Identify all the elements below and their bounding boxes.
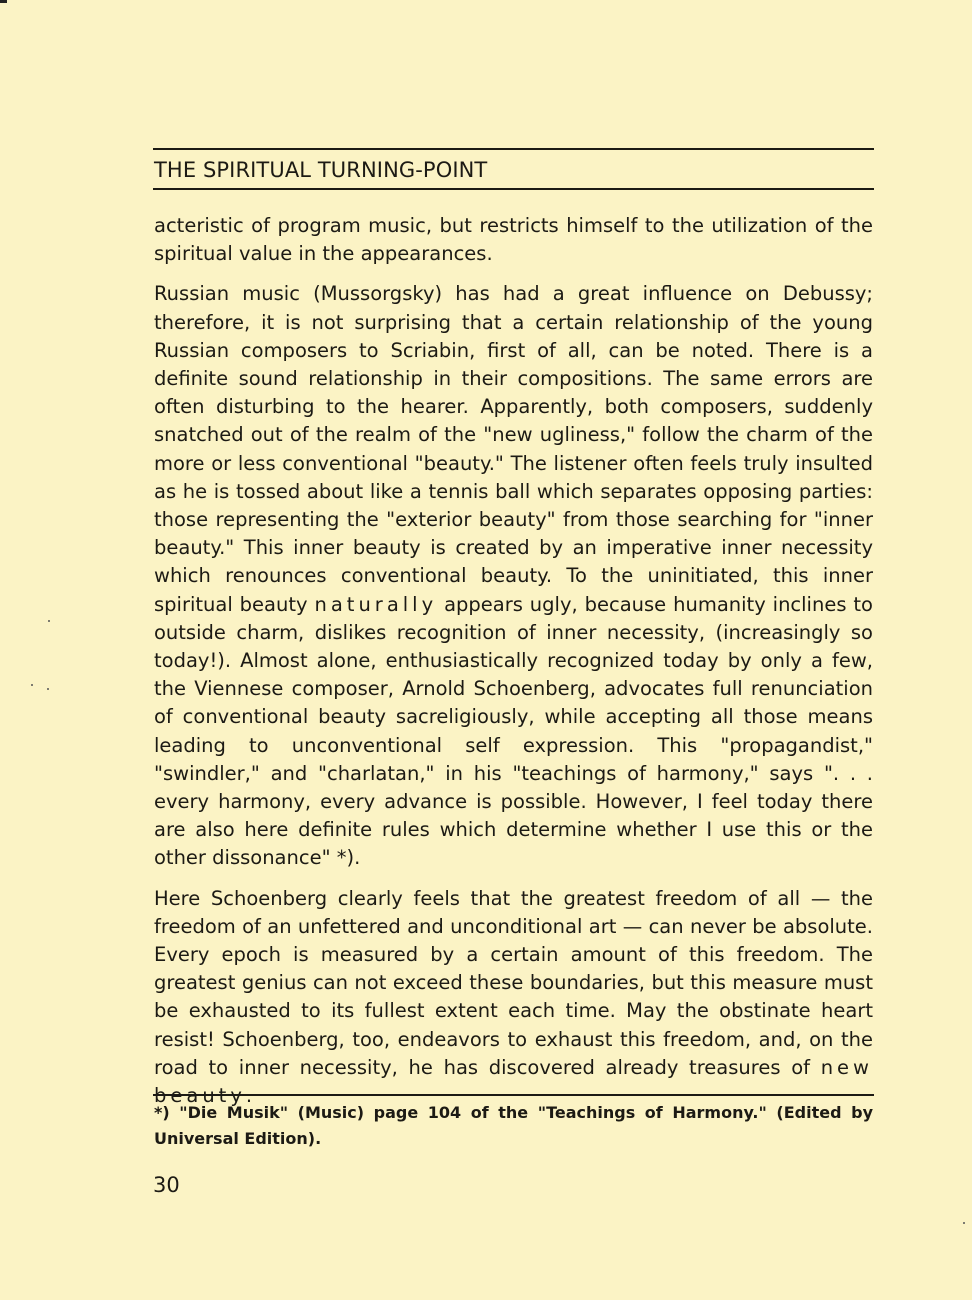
paragraph	[154, 280, 873, 872]
footnote-divider	[153, 1094, 874, 1096]
scan-speck	[31, 684, 33, 686]
paragraph	[154, 885, 873, 1111]
scan-corner-mark	[0, 0, 7, 3]
footnote: *) "Die Musik" (Music) page 104 of the "Teachings of Harmony." (Edited by Universal Edition).	[154, 1103, 873, 1148]
scan-speck	[47, 688, 49, 690]
paragraph	[154, 212, 873, 268]
running-head-title: THE SPIRITUAL TURNING-POINT	[154, 158, 488, 182]
scan-speck	[963, 1222, 965, 1224]
scan-speck	[48, 620, 50, 622]
body-text	[154, 212, 873, 1122]
emphasized-word: new beauty	[154, 1055, 874, 1108]
paragraph-text: appears ugly, because humanity inclines to outside charm, dislikes recognition of inner necessity, (increasingly so today!). Almost alone, enthusiastically recognized today by only a few, the Viennese composer, Arnold Schoenberg, advocates full renunciation of conventional beauty sacreligiously, while accepting all those means leading to unconventional self expression. This "propagandist," "swindler," and "charlatan," in his "teachings of harmony," says ". . . every harmony, every advance is possible. However, I feel today there are also here definite rules which determine whether I use this or the other dissonance" *).	[154, 592, 873, 870]
paragraph-text: Here Schoenberg clearly feels that the greatest freedom of all — the freedom of an unfettered and unconditional art — can never be absolute. Every epoch is measured by a certain amount of this freedom. The greatest genius can not exceed these boundaries, but this measure must be exhausted to its fullest extent each time. May the obstinate heart resist! Schoenberg, too, endeavors to exhaust this freedom, and, on the road to inner necessity, he has discovered already treasures of	[154, 886, 873, 1079]
paragraph-text: .	[245, 1084, 253, 1108]
paragraph-text: acteristic of program music, but restricts himself to the utilization of the spiritual value in the appearances.	[154, 214, 873, 266]
emphasized-word: naturally	[314, 592, 438, 616]
page-number: 30	[153, 1173, 180, 1197]
paragraph-text: Russian music (Mussorgsky) has had a great influence on Debussy; therefore, it is not surprising that a certain relationship of the young Russian composers to Scriabin, first of all, can be noted. There is a definite sound relationship in their compositions. The same errors are often disturbing to the hearer. Apparently, both composers, suddenly snatched out of the realm of the "new ugliness," follow the charm of the more or less conventional "beauty." The listener often feels truly insulted as he is tossed about like a tennis ball which separates opposing parties: those representing the "exterior beauty" from those searching for "inner beauty." This inner beauty is created by an imperative inner necessity which renounces conventional beauty. To the uninitiated, this inner spiritual beauty	[154, 282, 873, 616]
running-header	[153, 148, 874, 190]
